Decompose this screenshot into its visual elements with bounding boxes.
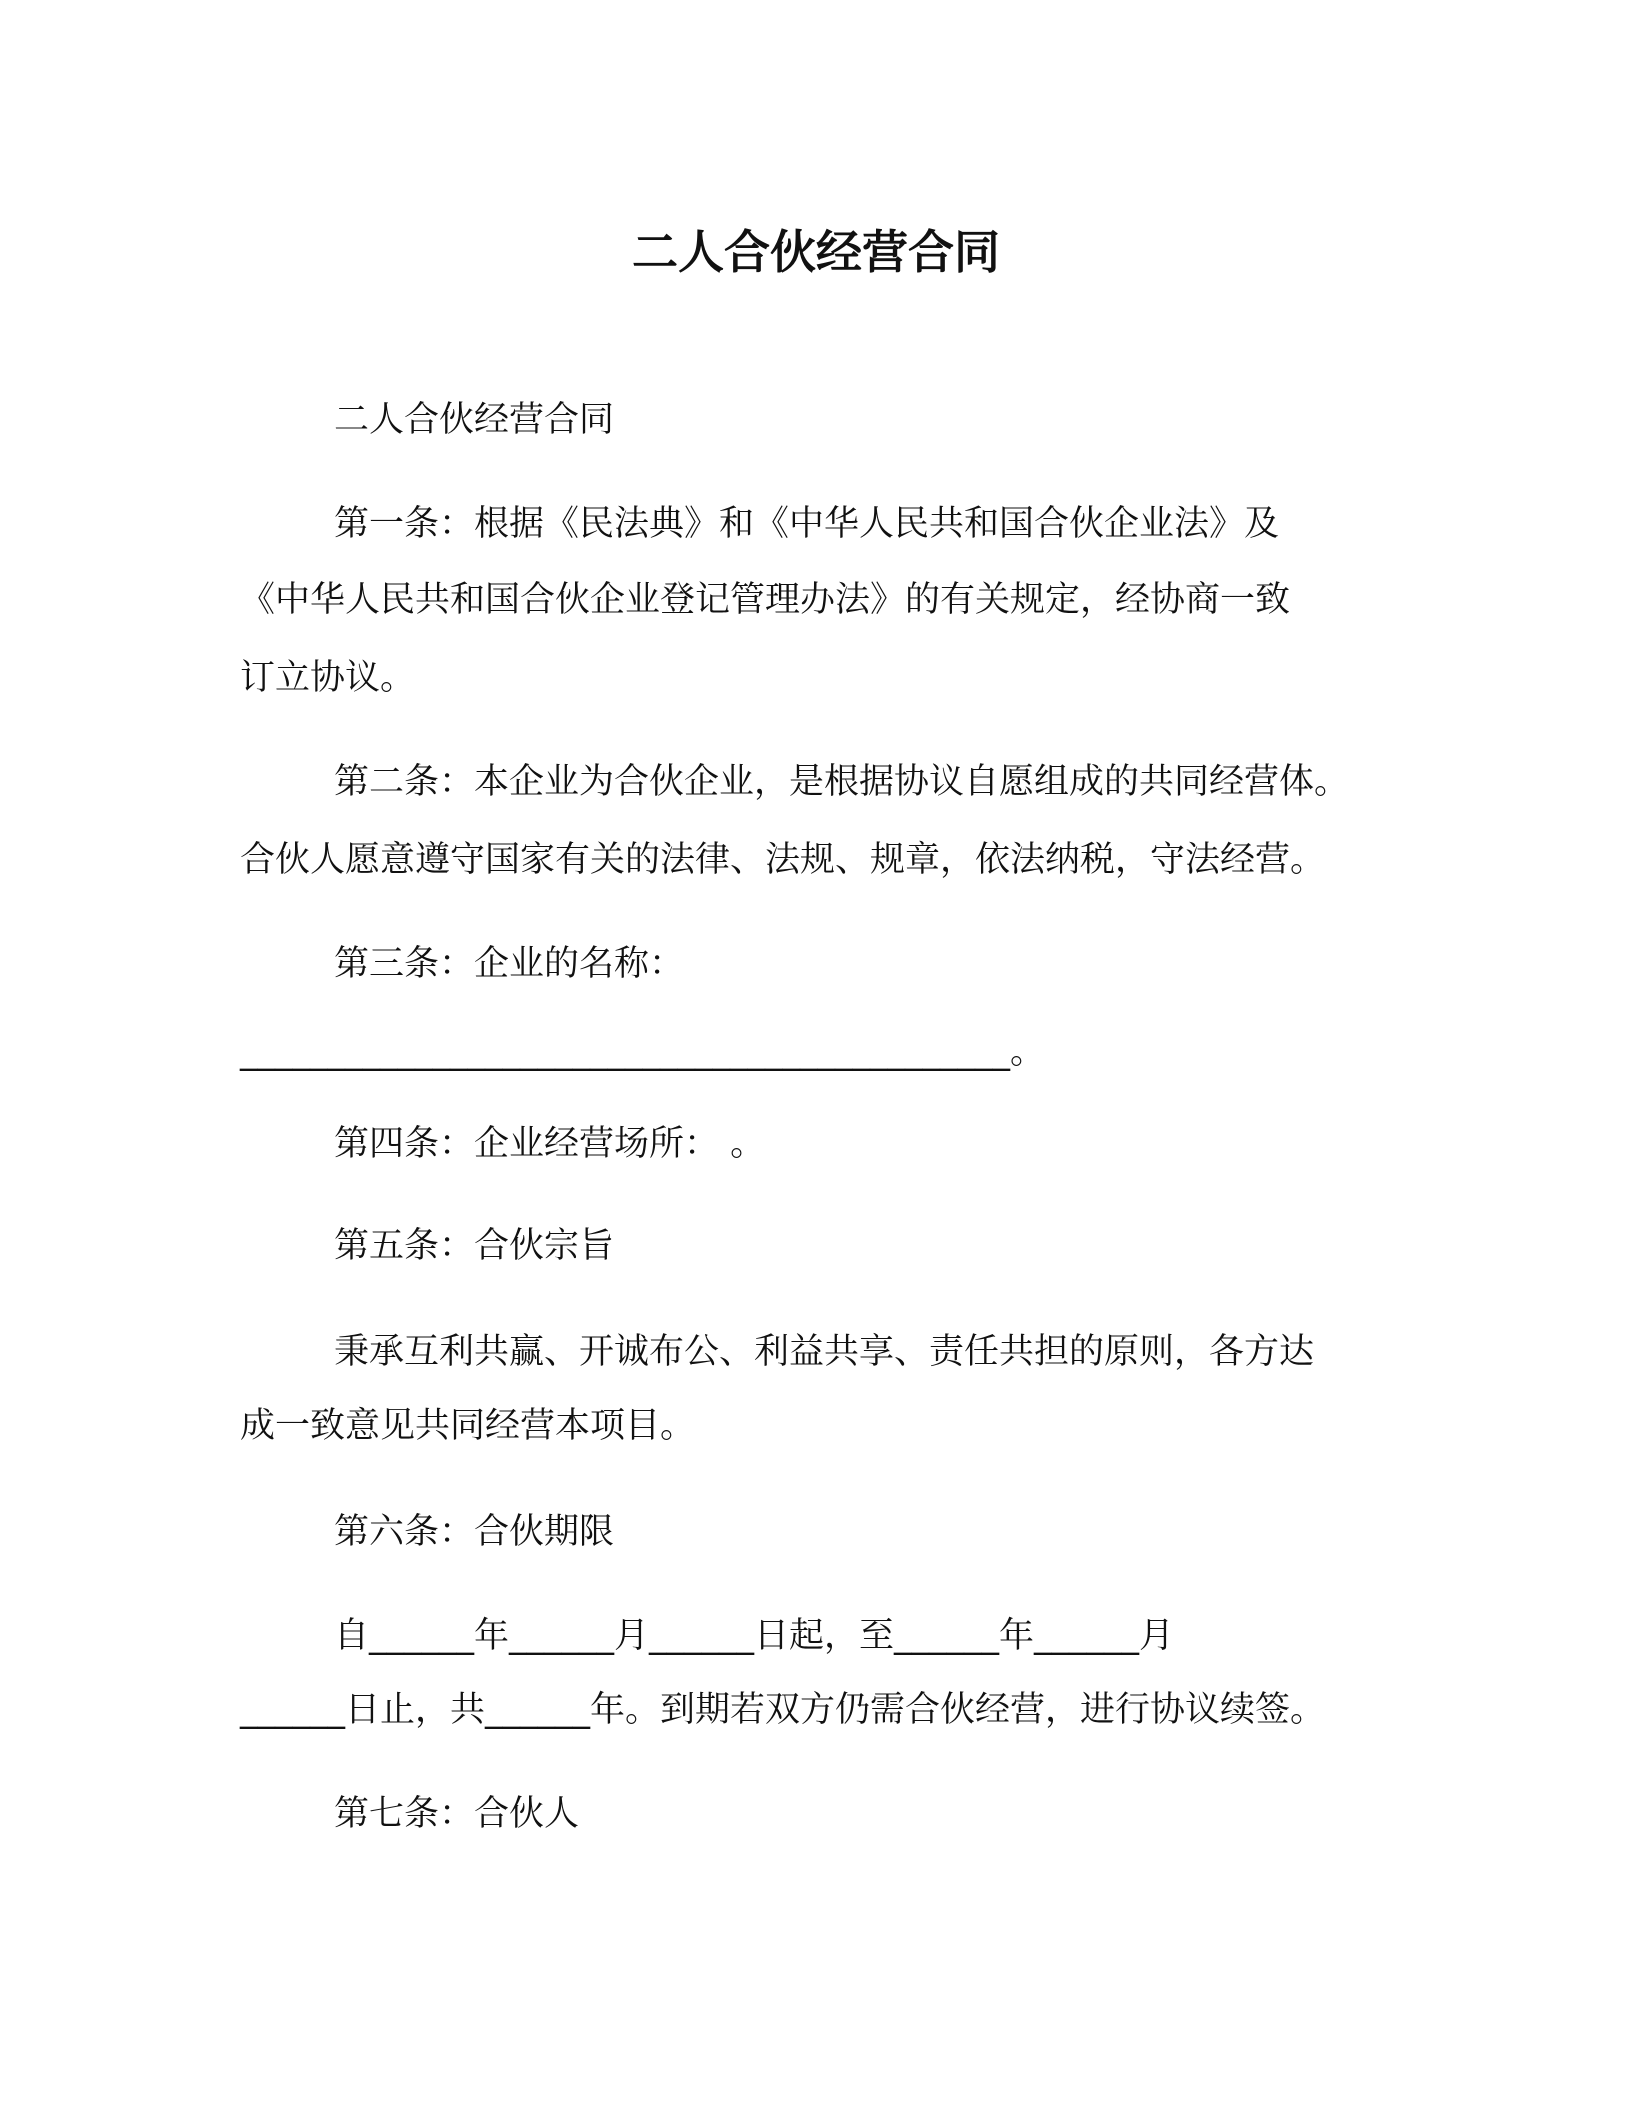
article-7-heading: 第七条：合伙人: [334, 1794, 580, 1834]
article-2-line-1: 第二条：本企业为合伙企业，是根据协议自愿组成的共同经营体。: [334, 762, 1350, 802]
article-5-body-line-2: 成一致意见共同经营本项目。: [240, 1406, 696, 1446]
article-6-heading: 第六条：合伙期限: [334, 1512, 615, 1552]
article-5-body-line-1: 秉承互利共赢、开诚布公、利益共享、责任共担的原则，各方达: [334, 1332, 1315, 1372]
article-1-line-2: 《中华人民共和国合伙企业登记管理办法》的有关规定，经协商一致: [240, 580, 1291, 620]
document-title: 二人合伙经营合同: [632, 225, 1000, 279]
article-4-line: 第四条：企业经营场所： 。: [334, 1124, 766, 1164]
article-1-line-1: 第一条：根据《民法典》和《中华人民共和国合伙企业法》及: [334, 504, 1280, 544]
article-6-body-line-2: ______日止，共______年。到期若双方仍需合伙经营，进行协议续签。: [240, 1690, 1326, 1730]
article-2-line-2: 合伙人愿意遵守国家有关的法律、法规、规章，依法纳税，守法经营。: [240, 840, 1326, 880]
heading-repeat: 二人合伙经营合同: [334, 400, 615, 440]
article-3-blank-line: ____________________________________________。: [240, 1032, 1046, 1072]
article-3-line-1: 第三条：企业的名称：: [334, 944, 685, 984]
article-5-heading: 第五条：合伙宗旨: [334, 1226, 615, 1266]
article-1-line-3: 订立协议。: [240, 658, 416, 698]
article-6-body-line-1: 自______年______月______日起，至______年______月: [334, 1616, 1175, 1656]
